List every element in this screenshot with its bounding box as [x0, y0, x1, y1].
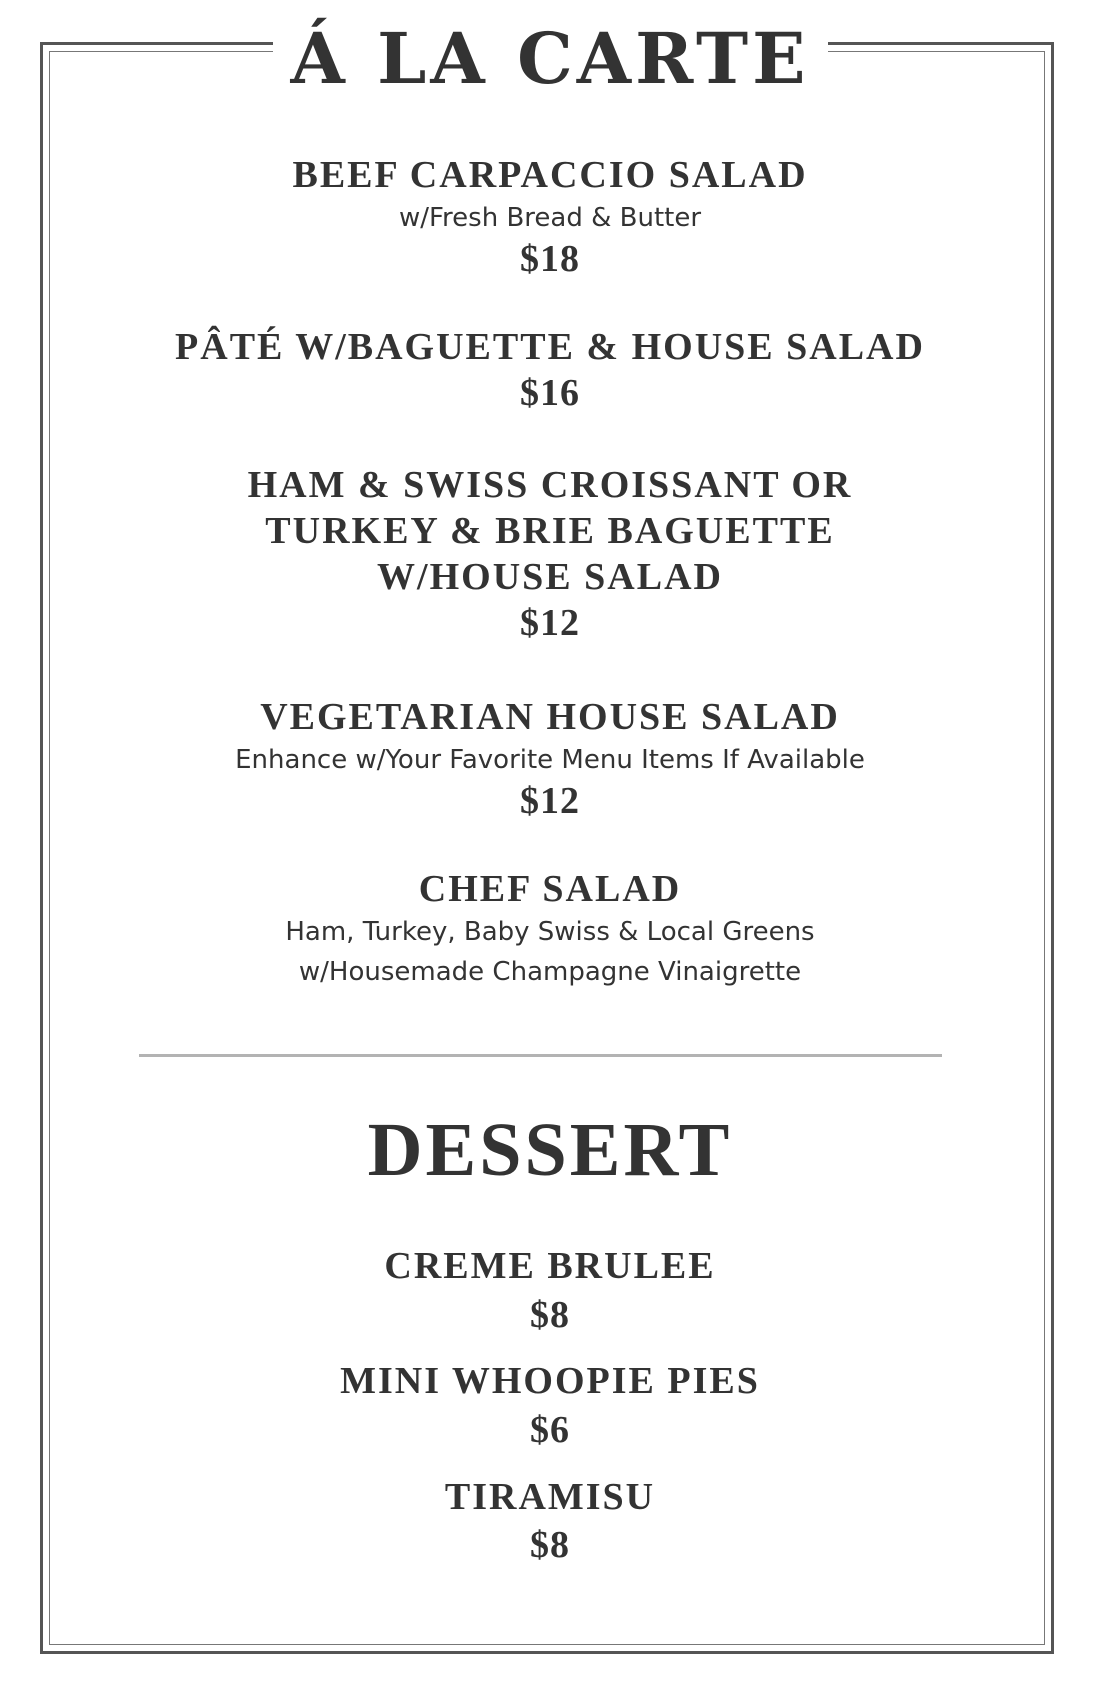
menu-item-description: Enhance w/Your Favorite Menu Items If Available: [235, 745, 865, 775]
menu-item-price: $16: [520, 372, 580, 414]
dessert-item-price: $6: [530, 1409, 570, 1451]
menu-item-name: VEGETARIAN HOUSE SALAD: [260, 696, 840, 738]
page-title: [0, 14, 1100, 104]
menu-item-description-line: w/Housemade Champagne Vinaigrette: [298, 957, 802, 987]
dessert-section-title: DESSERT: [367, 1108, 733, 1192]
page-title-text: Á LA CARTE: [273, 14, 828, 104]
menu-item-name: CHEF SALAD: [418, 868, 682, 910]
dessert-item-name: TIRAMISU: [444, 1476, 656, 1518]
dessert-item-name: MINI WHOOPIE PIES: [340, 1360, 760, 1402]
dessert-item-price: $8: [530, 1524, 570, 1566]
menu-item-price: $18: [520, 238, 580, 280]
dessert-item-price: $8: [530, 1294, 570, 1336]
section-divider: [139, 1054, 942, 1057]
menu-item-price: $12: [520, 602, 580, 644]
menu-item-name-line: HAM & SWISS CROISSANT OR: [247, 464, 853, 506]
menu-item-description-line: Ham, Turkey, Baby Swiss & Local Greens: [285, 917, 815, 947]
menu-item-name: BEEF CARPACCIO SALAD: [292, 154, 808, 196]
menu-item-price: $12: [520, 780, 580, 822]
menu-item-name: PÂTÉ W/BAGUETTE & HOUSE SALAD: [175, 326, 925, 368]
menu-item-name-line: TURKEY & BRIE BAGUETTE: [265, 510, 835, 552]
dessert-item-name: CREME BRULEE: [384, 1245, 716, 1287]
menu-item-description: w/Fresh Bread & Butter: [398, 203, 702, 233]
menu-item-name-line: W/HOUSE SALAD: [377, 556, 723, 598]
menu-frame-inner: [49, 51, 1045, 1645]
